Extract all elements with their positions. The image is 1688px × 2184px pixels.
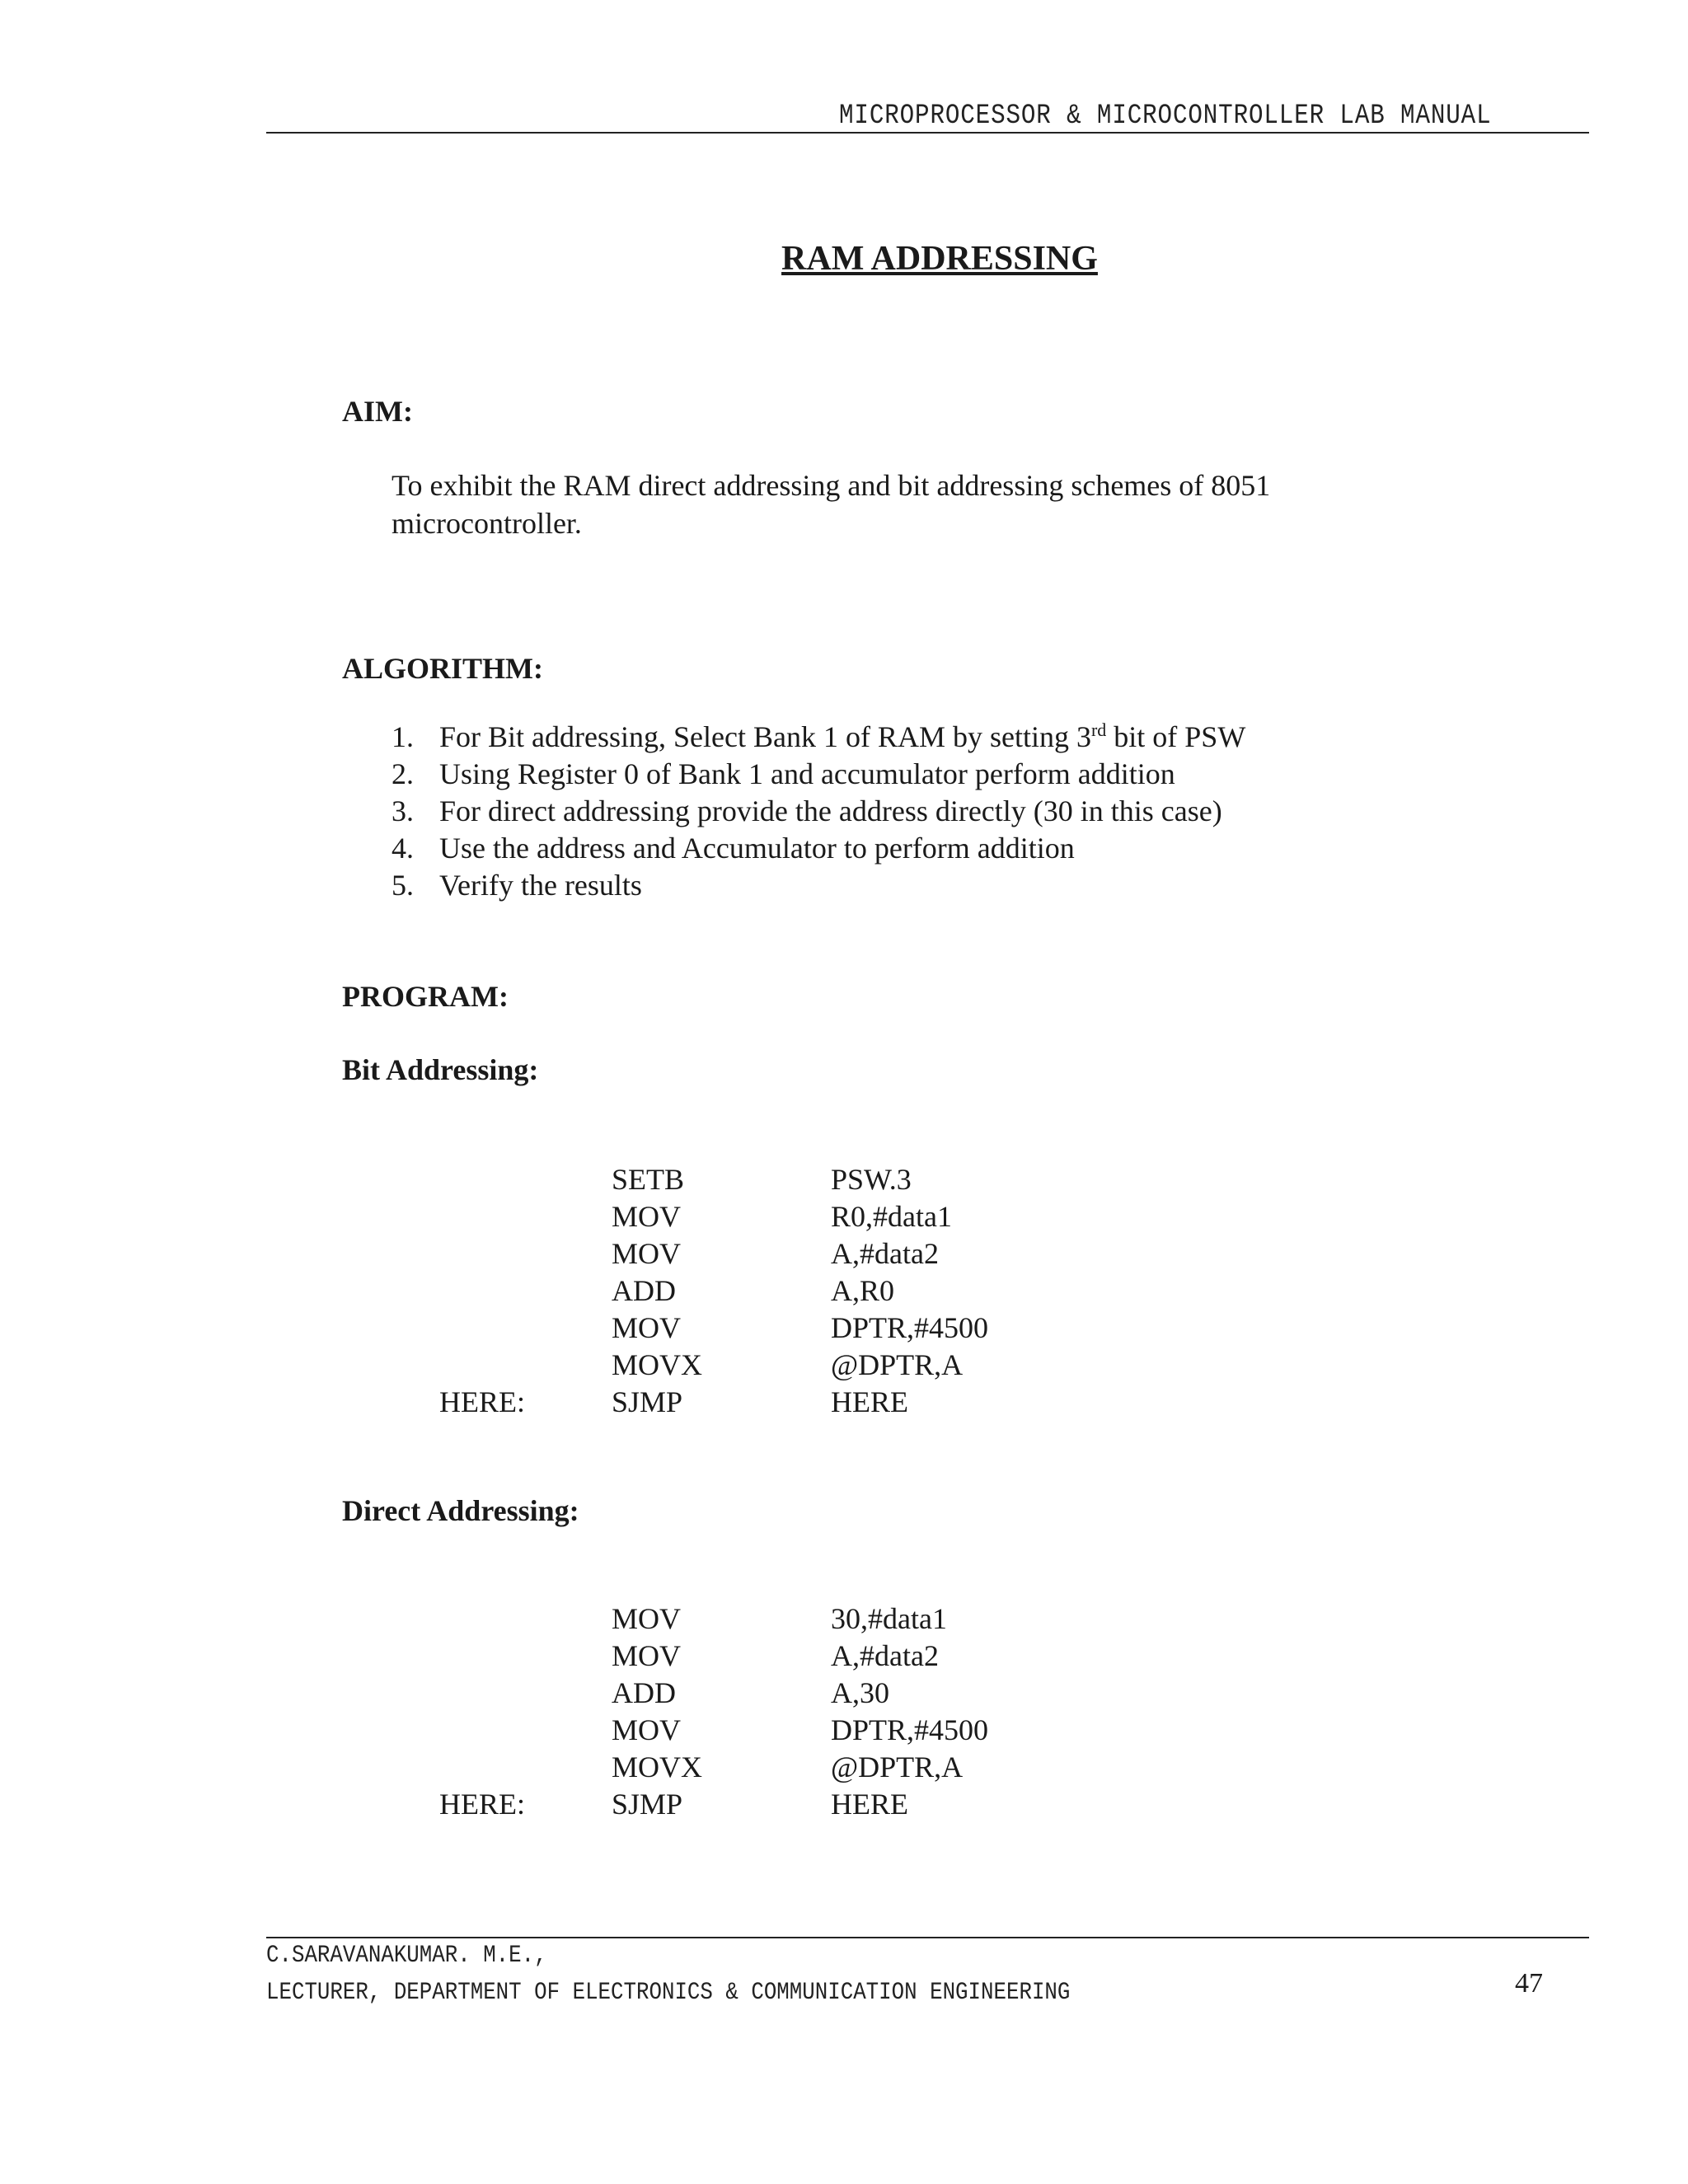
algorithm-steps (392, 719, 1245, 904)
code-operand: A,30 (831, 1676, 889, 1709)
code-operand: @DPTR,A (831, 1750, 964, 1783)
code-operand: A,#data2 (831, 1639, 939, 1672)
direct-addressing-heading: Direct Addressing: (342, 1494, 579, 1527)
code-opcode: SJMP (612, 1385, 683, 1418)
step-text: For Bit addressing, Select Bank 1 of RAM by setting 3 (439, 720, 1091, 753)
code-opcode: ADD (612, 1274, 676, 1307)
code-opcode: MOV (612, 1200, 682, 1233)
code-opcode: SJMP (612, 1788, 683, 1821)
step-text-after: bit of PSW (1106, 720, 1246, 753)
code-opcode: MOV (612, 1311, 682, 1344)
code-opcode: MOVX (612, 1348, 703, 1381)
step-number: 2. (392, 757, 414, 790)
bit-addressing-heading: Bit Addressing: (342, 1053, 539, 1086)
code-label: HERE: (439, 1788, 525, 1821)
step-text: For direct addressing provide the address directly (30 in this case) (439, 794, 1222, 827)
step-number: 1. (392, 720, 414, 753)
code-operand: A,R0 (831, 1274, 895, 1307)
code-operand: 30,#data1 (831, 1602, 947, 1635)
aim-text (392, 466, 1270, 542)
page-title: RAM ADDRESSING (781, 240, 1098, 278)
code-opcode: MOV (612, 1639, 682, 1672)
step-number: 4. (392, 832, 414, 865)
code-operand: DPTR,#4500 (831, 1713, 989, 1746)
list-item (392, 719, 1245, 756)
code-operand: @DPTR,A (831, 1348, 964, 1381)
code-operand: A,#data2 (831, 1237, 939, 1270)
code-opcode: MOV (612, 1713, 682, 1746)
header-rule (266, 132, 1589, 134)
code-operand: PSW.3 (831, 1163, 912, 1196)
step-text: Verify the results (439, 869, 642, 902)
program-heading: PROGRAM: (342, 980, 509, 1013)
code-label: HERE: (439, 1385, 525, 1418)
running-header: MICROPROCESSOR & MICROCONTROLLER LAB MANUAL (839, 101, 1492, 132)
step-text: Use the address and Accumulator to perform addition (439, 832, 1075, 865)
code-opcode: SETB (612, 1163, 685, 1196)
footer-department: LECTURER, DEPARTMENT OF ELECTRONICS & COMMUNICATION ENGINEERING (266, 1979, 1071, 2007)
list-item (392, 867, 1245, 904)
code-opcode: ADD (612, 1676, 676, 1709)
aim-line-1: To exhibit the RAM direct addressing and bit addressing schemes of 8051 (392, 469, 1271, 502)
list-item (392, 830, 1245, 867)
step-superscript: rd (1090, 719, 1107, 740)
aim-heading: AIM: (342, 395, 413, 428)
step-text: Using Register 0 of Bank 1 and accumulator perform addition (439, 757, 1175, 790)
step-number: 3. (392, 794, 414, 827)
code-opcode: MOVX (612, 1750, 703, 1783)
code-opcode: MOV (612, 1237, 682, 1270)
page-number: 47 (1515, 1968, 1543, 1999)
code-operand: DPTR,#4500 (831, 1311, 989, 1344)
code-operand: R0,#data1 (831, 1200, 952, 1233)
step-number: 5. (392, 869, 414, 902)
footer-author: C.SARAVANAKUMAR. M.E., (266, 1942, 547, 1970)
aim-line-2: microcontroller. (392, 507, 582, 540)
code-operand: HERE (831, 1788, 908, 1821)
list-item (392, 793, 1245, 830)
code-opcode: MOV (612, 1602, 682, 1635)
code-operand: HERE (831, 1385, 908, 1418)
footer-rule (266, 1937, 1589, 1938)
algorithm-heading: ALGORITHM: (342, 652, 544, 685)
list-item (392, 756, 1245, 793)
